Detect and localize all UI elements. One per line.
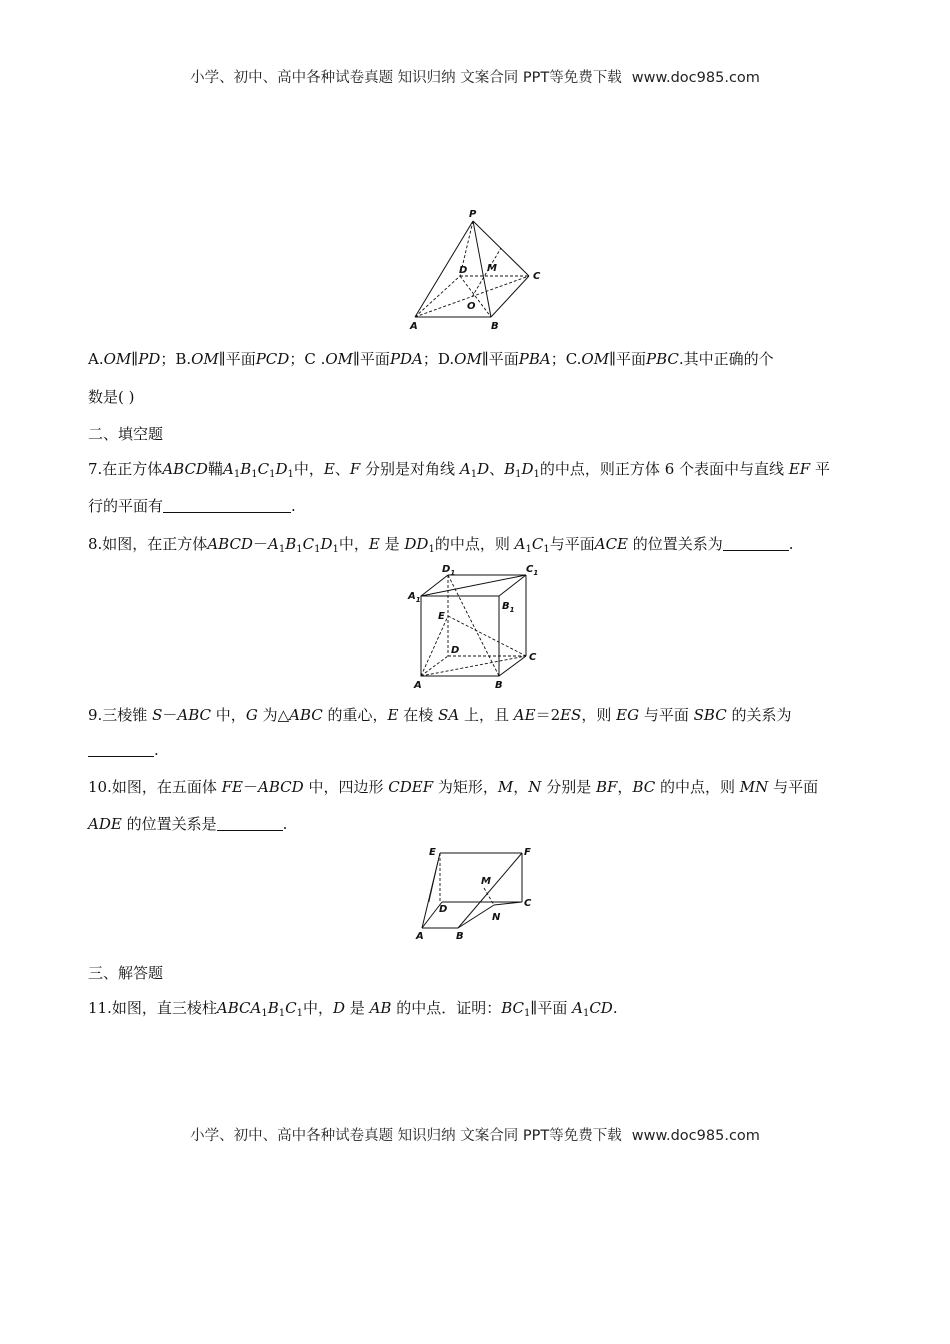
label-D: D <box>439 904 448 915</box>
q10-line2: ADE 的位置关系是 . <box>88 815 288 833</box>
q8-line: 8.如图，在正方体$ABCD-A_1B_1C_1D_1$中，E 是 $DD_1$的中点，则 $A_1C_1$与平面ACE 的位置关系为 . <box>88 535 794 555</box>
label-E: E <box>429 847 436 858</box>
page-footer <box>0 1124 950 1145</box>
label-A: A <box>414 680 422 691</box>
label-C1: $C_1$ <box>526 564 539 577</box>
q9-line1: 9.三棱锥 S－ABC 中，G 为△ABC 的重心，E 在棱 SA 上，且 AE＝2ES，则 EG 与平面 SBC 的关系为 <box>88 706 792 724</box>
label-M: M <box>481 876 491 887</box>
q7-answer-blank[interactable] <box>163 498 291 513</box>
label-B: B <box>491 321 499 332</box>
q6-line1: A.OM∥PD；B.OM∥平面PCD；C .OM∥平面PDA；D.OM∥平面PBA；C.OM∥平面PBC.其中正确的个 <box>88 350 774 368</box>
label-A1: $A_1$ <box>408 591 421 604</box>
label-N: N <box>492 912 501 923</box>
page-header <box>0 66 950 87</box>
label-P: P <box>469 209 477 220</box>
label-D: D <box>459 265 468 276</box>
label-B: B <box>495 680 503 691</box>
label-C: C <box>533 271 541 282</box>
q10-answer-blank[interactable] <box>217 816 283 831</box>
label-M: M <box>487 263 497 274</box>
label-D1: $D_1$ <box>442 564 456 577</box>
header-url[interactable]: www.doc985.com <box>631 70 760 86</box>
label-A: A <box>410 321 418 332</box>
label-B1: $B_1$ <box>502 601 515 614</box>
header-text: 小学、初中、高中各种试卷真题 知识归纳 文案合同 PPT等免费下载 <box>190 70 622 86</box>
label-D: D <box>451 645 460 656</box>
label-F: F <box>524 847 531 858</box>
q7-line2: 行的平面有 . <box>88 497 296 515</box>
figure-pentahedron <box>408 840 548 945</box>
label-B: B <box>456 931 464 942</box>
q6-line2: 数是( ) <box>88 388 135 406</box>
label-A: A <box>416 931 424 942</box>
label-O: O <box>467 301 476 312</box>
footer-url[interactable]: www.doc985.com <box>631 1128 760 1144</box>
section-fill-blank: 二、填空题 <box>88 425 164 443</box>
q11-line: 11.如图，直三棱柱$ABCA_1B_1C_1$中，D 是 AB 的中点．证明：$BC_1\parallel$平面 $A_1CD$. <box>88 999 618 1019</box>
q7-line1: 7.在正方体ABCD鞴$A_1B_1C_1D_1$中，E、F 分别是对角线 $A_1D$、$B_1D_1$的中点，则正方体 6 个表面中与直线 EF 平 <box>88 460 830 480</box>
label-C: C <box>529 652 537 663</box>
figure-cube <box>400 562 550 692</box>
q8-answer-blank[interactable] <box>723 536 789 551</box>
figure-pyramid <box>405 205 555 335</box>
footer-text: 小学、初中、高中各种试卷真题 知识归纳 文案合同 PPT等免费下载 <box>190 1128 622 1144</box>
label-E: E <box>438 611 445 622</box>
q10-line1: 10.如图，在五面体 FE－ABCD 中，四边形 CDEF 为矩形，M，N 分别是 BF，BC 的中点，则 MN 与平面 <box>88 778 819 796</box>
q9-line2: . <box>88 741 159 759</box>
q9-answer-blank[interactable] <box>88 742 154 757</box>
label-C: C <box>524 898 532 909</box>
section-solve: 三、解答题 <box>88 964 164 982</box>
